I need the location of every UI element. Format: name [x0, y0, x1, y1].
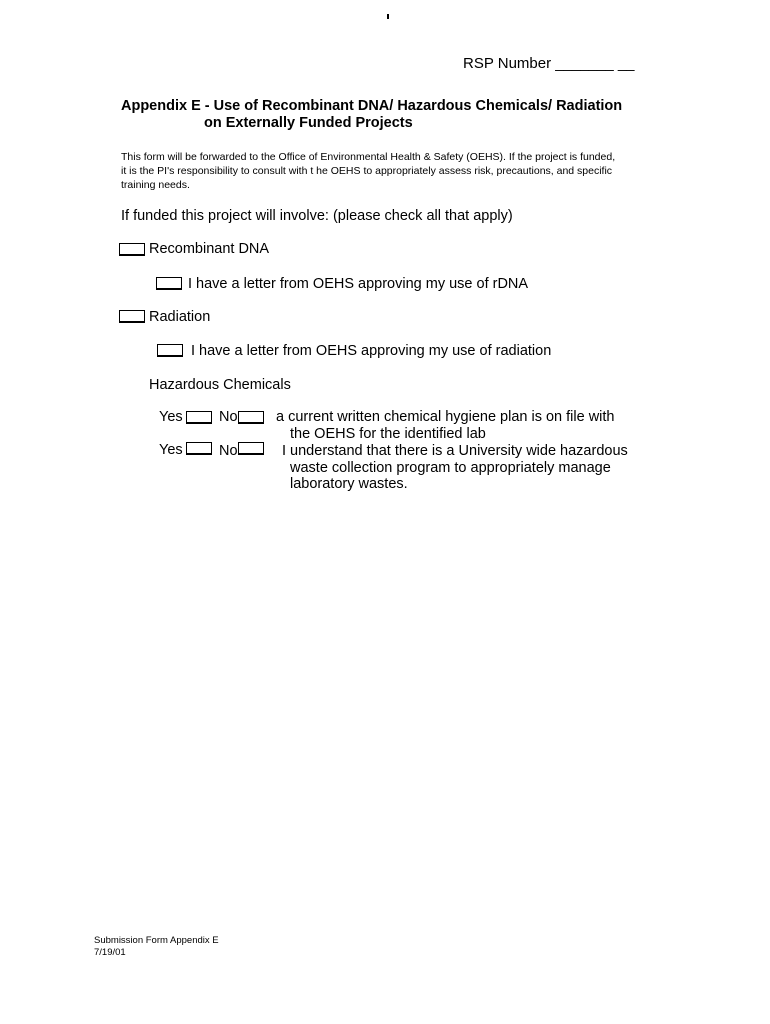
page-mark	[387, 14, 389, 19]
hazard2-yes-checkbox[interactable]	[186, 442, 212, 455]
rdna-letter-checkbox[interactable]	[156, 277, 182, 290]
hazard2-no-checkbox[interactable]	[238, 442, 264, 455]
hazard1-no-checkbox[interactable]	[238, 411, 264, 424]
page-footer	[94, 935, 219, 959]
footer-form-name: Submission Form Appendix E	[94, 935, 219, 946]
hazard1-text-line1: a current written chemical hygiene plan is on file with	[276, 409, 615, 425]
rdna-label: Recombinant DNA	[149, 241, 270, 257]
radiation-label: Radiation	[149, 309, 211, 325]
involve-question: If funded this project will involve: (please check all that apply)	[121, 208, 513, 224]
radiation-checkbox[interactable]	[119, 310, 145, 323]
intro-paragraph: This form will be forwarded to the Office of Environmental Health & Safety (OEHS). If the project is funded, it is the PI's responsibility to consult with t he OEHS to appropriately assess risk, precautions, and specific training needs.	[121, 151, 616, 191]
rsp-number-field[interactable]	[463, 55, 635, 72]
rsp-number-blank[interactable]: _______ __	[555, 55, 635, 72]
hazard2-text-line3: laboratory wastes.	[290, 476, 408, 492]
footer-date: 7/19/01	[94, 947, 126, 958]
rdna-letter-label: I have a letter from OEHS approving my use of rDNA	[188, 276, 529, 292]
rdna-checkbox[interactable]	[119, 243, 145, 256]
hazard2-text-line2: waste collection program to appropriately manage	[290, 460, 611, 476]
radiation-letter-checkbox[interactable]	[157, 344, 183, 357]
hazard1-text-line2: the OEHS for the identified lab	[290, 426, 486, 442]
hazard2-yes-label: Yes	[159, 442, 183, 458]
hazard1-yes-label: Yes	[159, 409, 183, 425]
form-title-line2: on Externally Funded Projects	[204, 115, 413, 131]
hazard2-no-label: No	[219, 443, 238, 459]
form-title: Appendix E - Use of Recombinant DNA/ Hazardous Chemicals/ Radiation	[121, 98, 623, 114]
hazardous-chemicals-heading: Hazardous Chemicals	[149, 377, 291, 393]
radiation-letter-label: I have a letter from OEHS approving my use of radiation	[191, 343, 552, 359]
hazard1-yes-checkbox[interactable]	[186, 411, 212, 424]
rsp-number-label: RSP Number	[463, 55, 552, 72]
hazard1-no-label: No	[219, 409, 238, 425]
hazard2-text-line1: I understand that there is a University wide hazardous	[282, 443, 628, 459]
